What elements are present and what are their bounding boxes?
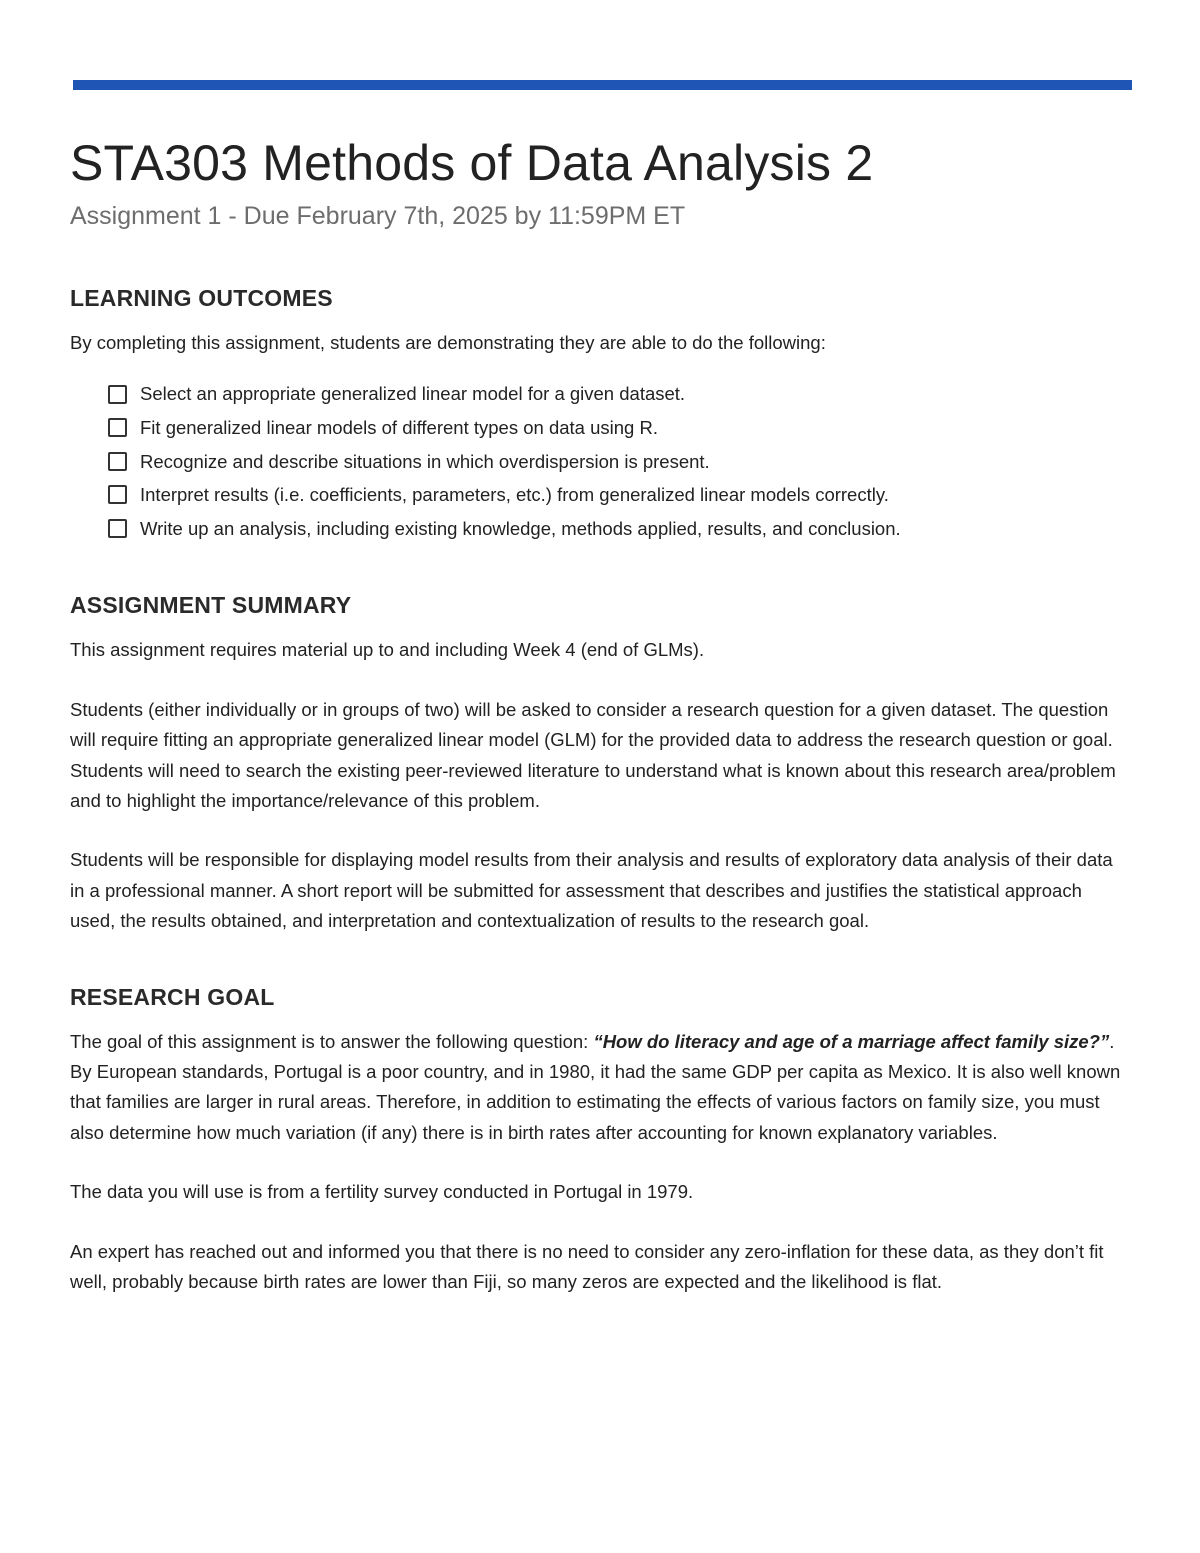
document-title: STA303 Methods of Data Analysis 2 <box>70 135 874 191</box>
checkbox-icon[interactable] <box>108 485 127 504</box>
checkbox-icon[interactable] <box>108 418 127 437</box>
assignment-summary-paragraph-1: This assignment requires material up to and including Week 4 (end of GLMs). <box>70 639 705 661</box>
document-page <box>70 128 1132 1297</box>
research-goal-heading: RESEARCH GOAL <box>70 983 275 1010</box>
learning-outcomes-intro: By completing this assignment, students are demonstrating they are able to do the following: <box>70 332 826 353</box>
outcome-label: Fit generalized linear models of different types on data using R. <box>140 417 658 438</box>
research-goal-context: . By European standards, Portugal is a poor country, and in 1980, it had the same GDP per capita as Mexico. It is also well known that families are larger in rural areas. Therefore, in addition to estimating the effects of various factors on family size, you must also determine how much variation (if any) there is in birth rates after accounting for known explanatory variables. <box>70 1030 1121 1143</box>
list-item <box>108 445 1132 479</box>
outcome-label: Interpret results (i.e. coefficients, parameters, etc.) from generalized linear models correctly. <box>140 484 889 506</box>
outcome-label: Select an appropriate generalized linear model for a given dataset. <box>140 383 686 405</box>
research-goal-paragraph-3: An expert has reached out and informed you that there is no need to consider any zero-inflation for these data, as they don’t fit well, probably because birth rates are lower than Fiji, so many zeros are expected and the likelihood is flat. <box>70 1240 1104 1293</box>
checkbox-icon[interactable] <box>108 385 127 404</box>
outcome-label: Recognize and describe situations in which overdispersion is present. <box>140 450 710 472</box>
research-goal-intro: The goal of this assignment is to answer the following question: <box>70 1030 594 1052</box>
assignment-summary-paragraph-2: Students (either individually or in groups of two) will be asked to consider a research question for a given dataset. The question will require fitting an appropriate generalized linear model (GLM) for the provided data to address the research question or goal. Students will need to search the existing peer-reviewed literature to understand what is known about this research area/problem and to highlight the importance/relevance of this problem. <box>70 698 1116 811</box>
document-subtitle: Assignment 1 - Due February 7th, 2025 by 11:59PM ET <box>70 202 686 230</box>
learning-outcomes-list <box>70 377 1132 545</box>
list-item <box>108 478 1132 512</box>
list-item <box>108 411 1132 445</box>
assignment-summary-paragraph-3: Students will be responsible for displaying model results from their analysis and results of exploratory data analysis of their data in a professional manner. A short report will be submitted for assessment that describes and justifies the statistical approach used, the results obtained, and interpretation and contextualization of results to the research goal. <box>70 849 1113 932</box>
assignment-summary-heading: ASSIGNMENT SUMMARY <box>70 592 352 619</box>
research-question: “How do literacy and age of a marriage affect family size?” <box>593 1030 1110 1052</box>
header-accent-bar <box>73 80 1132 90</box>
checkbox-icon[interactable] <box>108 452 127 471</box>
research-goal-paragraph-1 <box>70 1027 1132 1149</box>
outcome-label: Write up an analysis, including existing knowledge, methods applied, results, and conclusion. <box>140 517 901 539</box>
checkbox-icon[interactable] <box>108 519 127 538</box>
research-goal-paragraph-2: The data you will use is from a fertility survey conducted in Portugal in 1979. <box>70 1181 694 1203</box>
list-item <box>108 512 1132 546</box>
list-item <box>108 377 1132 411</box>
learning-outcomes-heading: LEARNING OUTCOMES <box>70 285 333 311</box>
